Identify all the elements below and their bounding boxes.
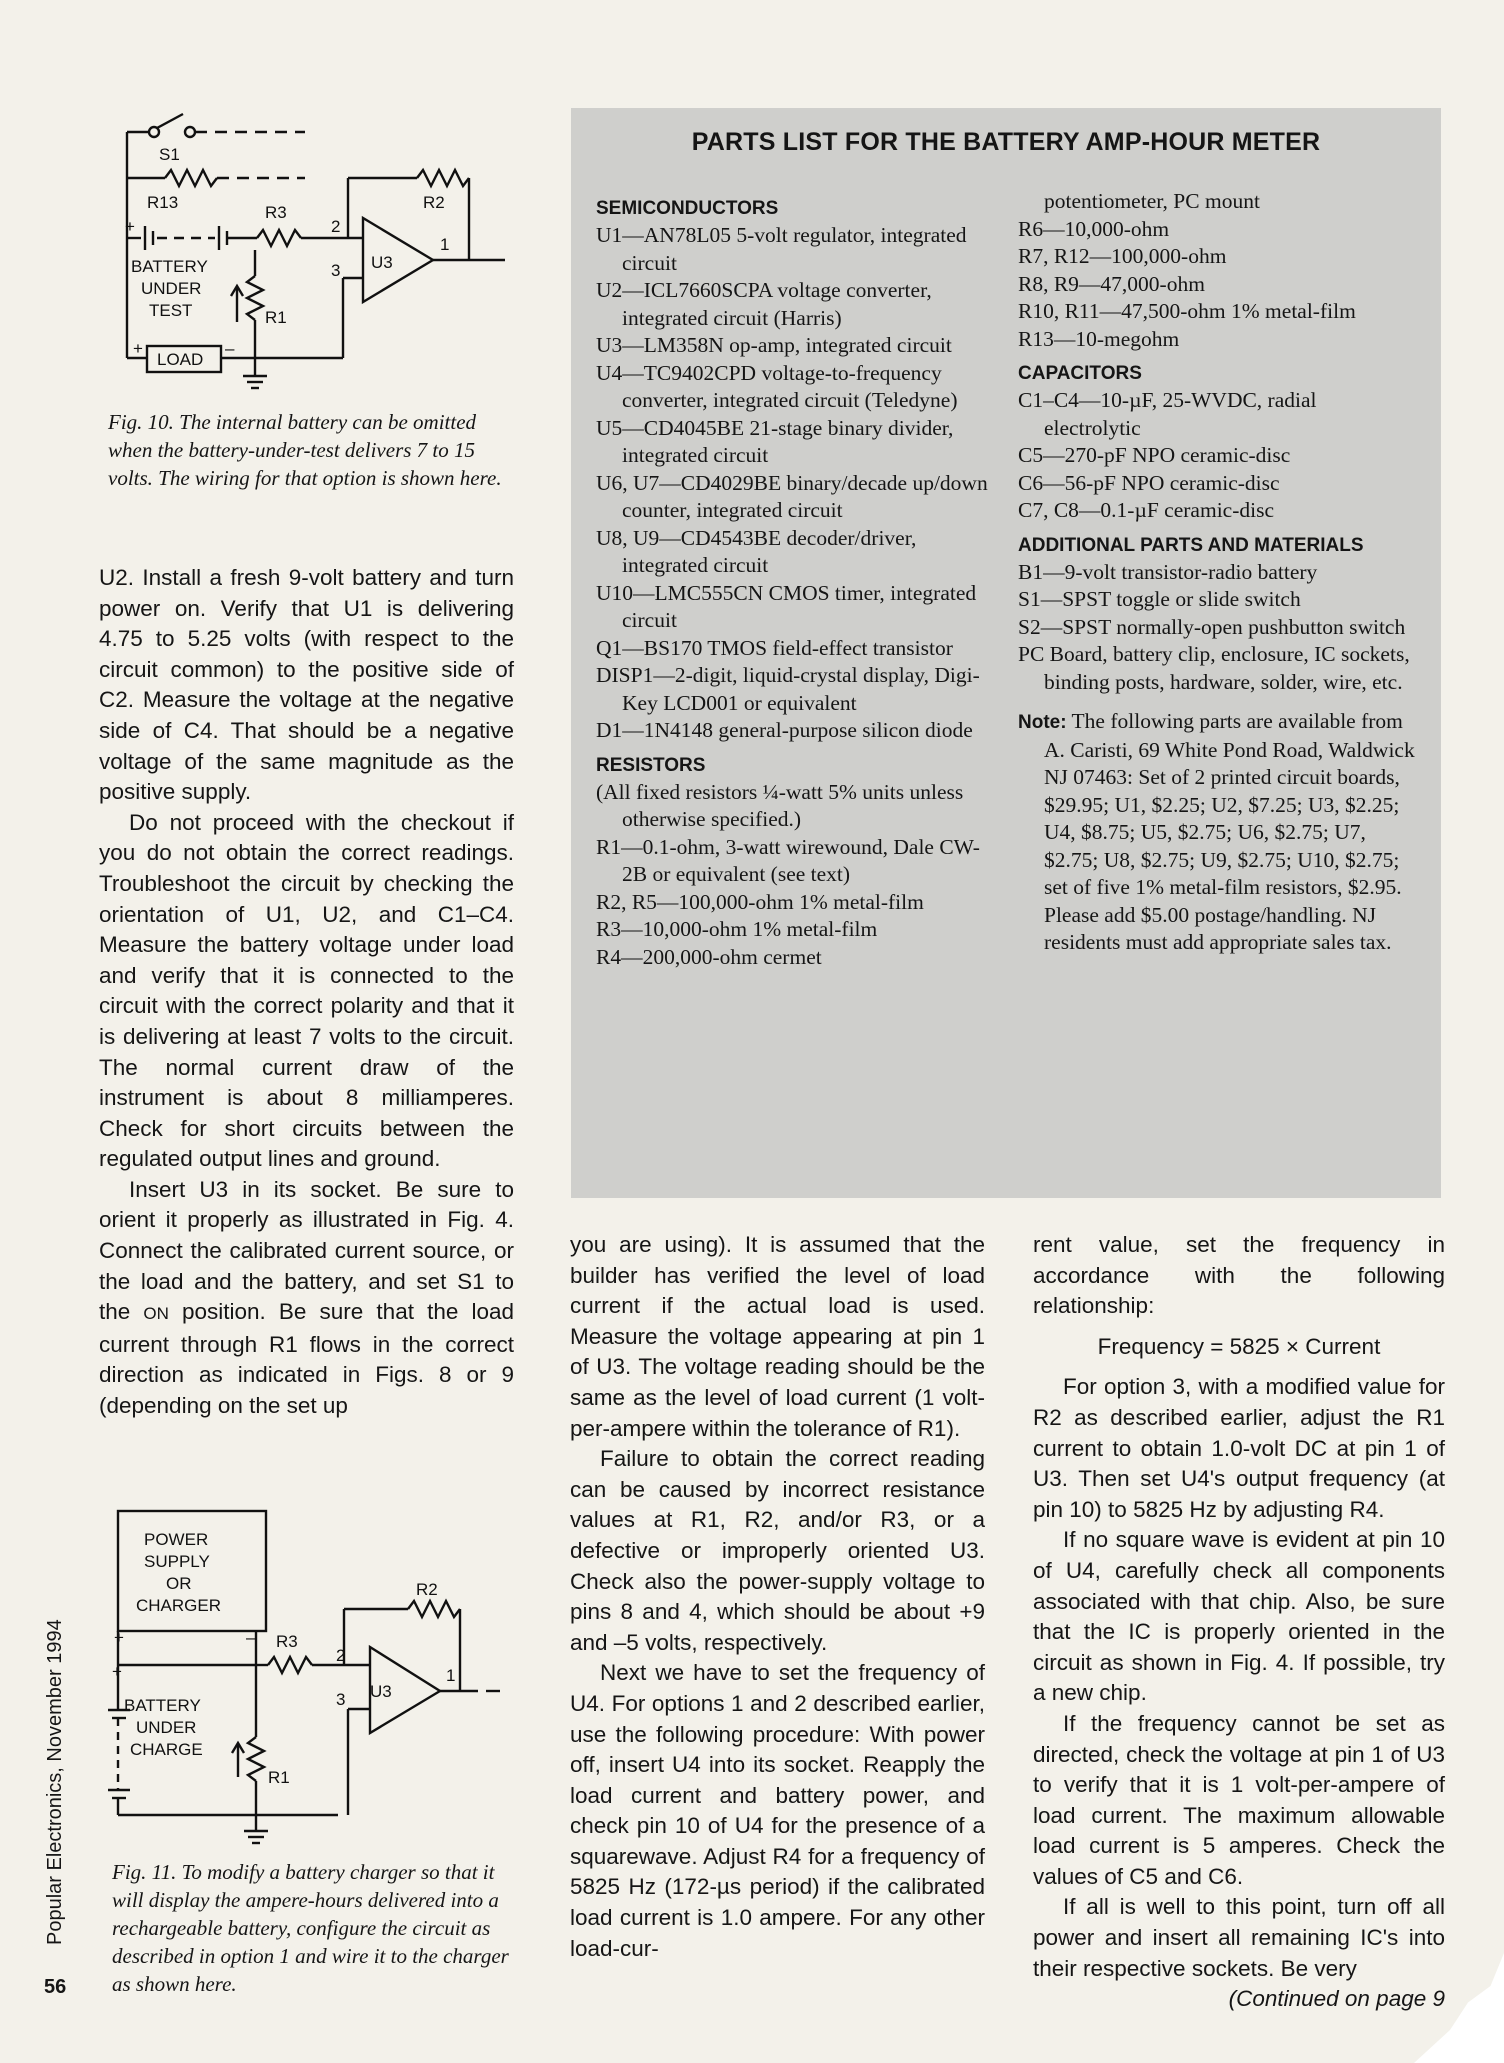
parts-list-item: B1—9-volt transistor-radio battery (1018, 559, 1318, 584)
col1-paragraph-2: Do not proceed with the checkout if you do not obtain the correct readings. Troubleshoot the circuit by checking the orientation of U1, U2, and C1–C4. Measure the battery voltage under load and verify that it is connected to the circuit with the correct polarity and that it is delivering at least 7 volts to the circuit. The normal current draw of the instrument is about 8 milliamperes. Check for short circuits between the regulated output lines and ground. (99, 809, 514, 1172)
parts-list-note (1018, 708, 1418, 957)
fig11-label-r2: R2 (416, 1580, 438, 1599)
fig10-caption: Fig. 10. The internal battery can be omitted when the battery-under-test delivers 7 to 15 volts. The wiring for that option is shown here. (108, 410, 502, 490)
parts-list-item: R13—10-megohm (1018, 326, 1180, 351)
parts-list-item: PC Board, battery clip, enclosure, IC sockets, binding posts, hardware, solder, wire, etc. (1018, 642, 1410, 694)
column-1 (99, 563, 514, 1422)
fig10-label-pin2: 2 (331, 217, 341, 236)
fig11-label-r3: R3 (276, 1632, 298, 1651)
fig11-label-batt-3: CHARGE (130, 1740, 203, 1759)
parts-list-right-column (1018, 188, 1418, 957)
parts-list-item: R3—10,000-ohm 1% metal-film (596, 917, 878, 941)
fig11-label-plus-ps: + (114, 1628, 124, 1647)
fig11-label-ps-4: CHARGER (136, 1596, 222, 1615)
col1-paragraph-1: U2. Install a fresh 9-volt battery and turn power on. Verify that U1 is delivering 4.75 to 5.25 volts (with respect to the circuit common) to the positive side of C2. Measure the voltage at the negative side of C4. That should be a negative voltage of the same magnitude as the positive supply. (99, 565, 514, 805)
parts-list-heading: SEMICONDUCTORS (596, 198, 779, 219)
fig10-label-plus: + (125, 217, 135, 236)
page-number: 56 (44, 1976, 67, 1998)
parts-list-title: PARTS LIST FOR THE BATTERY AMP-HOUR METER (691, 128, 1321, 156)
parts-list-item: R7, R12—100,000-ohm (1018, 244, 1227, 268)
col1-p3-part2: position. Be sure that the load current through R1 flows in the correct direction as indicated in Figs. 8 or 9 (depending on the set up (99, 1299, 514, 1419)
fig10-label-pin3: 3 (331, 261, 341, 280)
col3-paragraph-2: For option 3, with a modified value for R2 as described earlier, adjust the R1 current to obtain 1.0-volt DC at pin 1 of U3. Then set U4's output frequency (at pin 10) to 5825 Hz by adjusting R4. (1033, 1374, 1445, 1522)
parts-list-item: U6, U7—CD4029BE binary/decade up/down counter, integrated circuit (596, 470, 988, 522)
fig10-label-plus-load: + (133, 339, 143, 358)
col1-p3-part1: Insert U3 in its socket. Be sure to orient it properly as illustrated in Fig. 4. Connect the calibrated current source, or the load and the battery, and set S1 to the (99, 1176, 514, 1325)
fig11-label-plus: + (112, 1662, 122, 1681)
fig11-schematic (108, 1505, 528, 1850)
parts-list-item: U5—CD4045BE 21-stage binary divider, integrated circuit (596, 415, 954, 467)
fig10-label-load: LOAD (157, 350, 204, 369)
fig11-label-r1: R1 (268, 1768, 290, 1787)
fig11-label-u3: U3 (370, 1682, 392, 1701)
fig10-label-r13: R13 (147, 193, 179, 212)
parts-list-item: R1—0.1-ohm, 3-watt wirewound, Dale CW-2B or equivalent (see text) (596, 834, 980, 886)
parts-list-item: R10, R11—47,500-ohm 1% metal-film (1018, 299, 1356, 323)
parts-list-heading: CAPACITORS (1018, 363, 1142, 384)
fig10-label-u3: U3 (371, 253, 393, 272)
col2-paragraph-1: you are using). It is assumed that the builder has verified the level of load current if the actual load is used. Measure the voltage appearing at pin 1 of U3. The voltage reading should be the same as the level of load current (1 volt-per-ampere within the tolerance of R1). (570, 1232, 985, 1441)
parts-list-item: U2—ICL7660SCPA voltage converter, integrated circuit (Harris) (596, 278, 932, 330)
fig11-label-minus-ps: – (246, 1628, 256, 1647)
fig10-label-battery-2: UNDER (141, 279, 202, 298)
parts-list-item: D1—1N4148 general-purpose silicon diode (596, 718, 973, 742)
parts-list-item: U1—AN78L05 5-volt regulator, integrated circuit (596, 223, 967, 275)
col3-paragraph-5: If all is well to this point, turn off all power and insert all remaining IC's into their respective sockets. Be very (1033, 1894, 1445, 1981)
col1-p3-on: ON (143, 1304, 169, 1324)
fig10-label-s1: S1 (159, 145, 180, 164)
parts-list-item: U8, U9—CD4543BE decoder/driver, integrated circuit (596, 525, 917, 577)
bleed-through-text (520, 110, 560, 1110)
parts-list-item: potentiometer, PC mount (1044, 189, 1260, 213)
fig10-label-battery-1: BATTERY (131, 257, 208, 276)
parts-list-item: DISP1—2-digit, liquid-crystal display, Digi-Key LCD001 or equivalent (596, 663, 980, 715)
fig11-label-pin3: 3 (336, 1690, 346, 1709)
parts-list-item: R2, R5—100,000-ohm 1% metal-film (596, 889, 924, 914)
parts-list-item: C5—270-pF NPO ceramic-disc (1018, 443, 1291, 467)
parts-list-item: R6—10,000-ohm (1018, 216, 1170, 241)
parts-list-item: C7, C8—0.1-µF ceramic-disc (1018, 498, 1275, 522)
parts-list-item: C6—56-pF NPO ceramic-disc (1018, 470, 1280, 495)
fig10-label-r3: R3 (265, 203, 287, 222)
fig11-label-batt-1: BATTERY (124, 1696, 201, 1715)
col2-paragraph-3: Next we have to set the frequency of U4. For options 1 and 2 described earlier, use the following procedure: With power off, insert U4 into its socket. Reapply the load current and battery power, and check pin 10 of U4 for the presence of a squarewave. Adjust R4 for a frequency of 5825 Hz (172-µs period) if the calibrated load current is 1.0 ampere. For any other load-cur- (570, 1660, 985, 1961)
frequency-formula: Frequency = 5825 × Current (1097, 1333, 1381, 1359)
note-text: The following parts are available from A. Caristi, 69 White Pond Road, Waldwick NJ 07463: Set of 2 printed circuit boards, $29.95; U1, $2.25; U2, $7.25; U3, $2.25; U4, $8.75; U5, $2.75; U6, $2.75; U7, $2.75; U8, $2.75; U9, $2.75; U10, $2.75; set of five 1% metal-film resistors, $2.95. Please add $5.00 postage/handling. NJ residents must add appropriate sales tax. (1044, 709, 1415, 954)
fig10-label-battery-3: TEST (149, 301, 193, 320)
parts-list-right-items (1018, 188, 1418, 696)
col3-paragraph-3: If no square wave is evident at pin 10 of U4, carefully check all components associated with that chip. Also, be sure that the IC is properly oriented in the circuit as shown in Fig. 4. If possible, try a new chip. (1033, 1527, 1445, 1706)
parts-list-item: (All fixed resistors ¼-watt 5% units unless otherwise specified.) (596, 779, 964, 831)
fig11-label-pin2: 2 (336, 1646, 346, 1665)
col2-paragraph-2: Failure to obtain the correct reading can be caused by incorrect resistance values at R1, R2, and/or R3, or a defective or improperly oriented U3. Check also the power-supply voltage to pins 8 and 4, which should be about +9 and –5 volts, respectively. (570, 1446, 985, 1655)
fig11-caption: Fig. 11. To modify a battery charger so that it will display the ampere-hours delivered into a rechargeable battery, configure the circuit as described in option 1 and wire it to the charger as shown here. (112, 1860, 509, 1996)
parts-list-item: U3—LM358N op-amp, integrated circuit (596, 333, 952, 357)
continued-note: (Continued on page 9 (1228, 1986, 1445, 2012)
column-3 (1033, 1230, 1445, 2015)
parts-list-item: C1–C4—10-µF, 25-WVDC, radial electrolytic (1018, 388, 1317, 440)
fig10-schematic (105, 100, 525, 400)
fig10-label-minus-load: – (225, 339, 235, 358)
fig10-label-pin1: 1 (440, 235, 450, 254)
fig10-label-r1: R1 (265, 308, 287, 327)
parts-list-item: S2—SPST normally-open pushbutton switch (1018, 614, 1406, 639)
parts-list-item: U4—TC9402CPD voltage-to-frequency converter, integrated circuit (Teledyne) (596, 360, 958, 412)
col3-paragraph-1: rent value, set the frequency in accordance with the following relationship: (1033, 1232, 1445, 1319)
parts-list-item: R8, R9—47,000-ohm (1018, 271, 1205, 296)
note-label: Note: (1018, 712, 1067, 733)
column-2 (570, 1230, 985, 1964)
running-footer: Popular Electronics, November 1994 (44, 1619, 66, 1945)
fig11-label-ps-3: OR (166, 1574, 192, 1593)
parts-list-item: S1—SPST toggle or slide switch (1018, 587, 1301, 611)
parts-list-item: R4—200,000-ohm cermet (596, 944, 822, 969)
col3-paragraph-4: If the frequency cannot be set as directed, check the voltage at pin 1 of U3 to verify that it is 1 volt-per-ampere of load current. The maximum allowable load current is 5 amperes. Check the values of C5 and C6. (1033, 1710, 1445, 1889)
fig11-label-ps-2: SUPPLY (144, 1552, 210, 1571)
parts-list-item: U10—LMC555CN CMOS timer, integrated circuit (596, 580, 977, 632)
parts-list-item: Q1—BS170 TMOS field-effect transistor (596, 635, 953, 660)
fig11-label-minus-out: – (488, 1680, 498, 1699)
col1-paragraph-3 (99, 1175, 514, 1422)
fig11-label-ps-1: POWER (144, 1530, 209, 1549)
fig11-label-batt-2: UNDER (136, 1718, 197, 1737)
parts-list-heading: RESISTORS (596, 754, 706, 776)
fig10-label-r2: R2 (423, 193, 445, 212)
parts-list-left-column (596, 188, 991, 971)
fig11-label-pin1: 1 (446, 1666, 456, 1685)
parts-list-heading: ADDITIONAL PARTS AND MATERIALS (1018, 534, 1364, 556)
